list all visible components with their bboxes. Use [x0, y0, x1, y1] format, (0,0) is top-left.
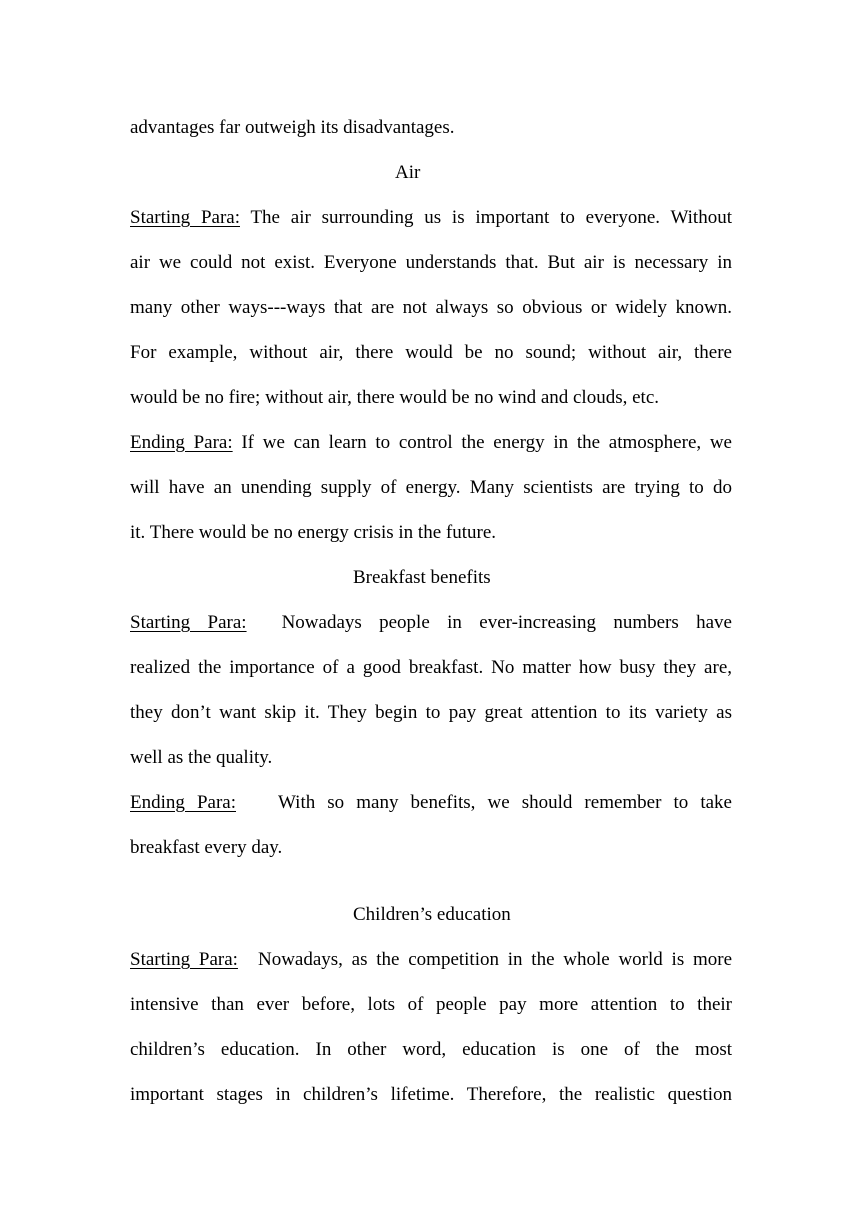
paragraph-line: would be no fire; without air, there would be no wind and clouds, etc. — [130, 387, 660, 408]
ending-para-label: Ending Para: — [130, 792, 236, 813]
paragraph-line — [130, 937, 732, 982]
paragraph-line: realized the importance of a good breakfast. No matter how busy they are, — [130, 657, 732, 678]
intro-line: advantages far outweigh its disadvantages. — [130, 117, 455, 138]
paragraph-line: well as the quality. — [130, 747, 273, 768]
paragraph-line: many other ways---ways that are not always so obvious or widely known. — [130, 297, 732, 318]
line-text: With so many benefits, we should remember to take — [278, 792, 732, 813]
paragraph-line: breakfast every day. — [130, 837, 283, 858]
paragraph-line — [130, 600, 732, 645]
line-text: If we can learn to control the energy in the atmosphere, we — [241, 432, 732, 453]
section-title-text: Children’s education — [353, 904, 511, 925]
paragraph-line — [130, 195, 732, 240]
paragraph-line — [130, 780, 732, 825]
section-spacer — [130, 870, 732, 892]
starting-para-label: Starting Para: — [130, 612, 247, 633]
paragraph-line: For example, without air, there would be no sound; without air, there — [130, 342, 732, 363]
section-title-children-education — [130, 892, 732, 937]
section-title-text: Breakfast benefits — [353, 567, 491, 588]
starting-para-label: Starting Para: — [130, 207, 240, 228]
paragraph-line: children’s education. In other word, education is one of the most — [130, 1039, 732, 1060]
paragraph-line: air we could not exist. Everyone understands that. But air is necessary in — [130, 252, 732, 273]
paragraph-line — [130, 420, 732, 465]
paragraph-line: it. There would be no energy crisis in the future. — [130, 522, 497, 543]
line-text: The air surrounding us is important to everyone. Without — [250, 207, 732, 228]
paragraph-line: important stages in children’s lifetime. Therefore, the realistic question — [130, 1084, 732, 1105]
ending-para-label: Ending Para: — [130, 432, 233, 453]
section-title-breakfast — [130, 555, 732, 600]
line-text: Nowadays people in ever-increasing numbers have — [281, 612, 732, 633]
section-title-text: Air — [395, 162, 421, 183]
paragraph-line: will have an unending supply of energy. Many scientists are trying to do — [130, 477, 732, 498]
line-text: Nowadays, as the competition in the whole world is more — [257, 949, 733, 970]
document-page — [130, 105, 732, 1117]
starting-para-label: Starting Para: — [130, 949, 238, 970]
paragraph-line: they don’t want skip it. They begin to pay great attention to its variety as — [130, 702, 732, 723]
section-title-air — [130, 150, 732, 195]
paragraph-line: intensive than ever before, lots of people pay more attention to their — [130, 994, 732, 1015]
